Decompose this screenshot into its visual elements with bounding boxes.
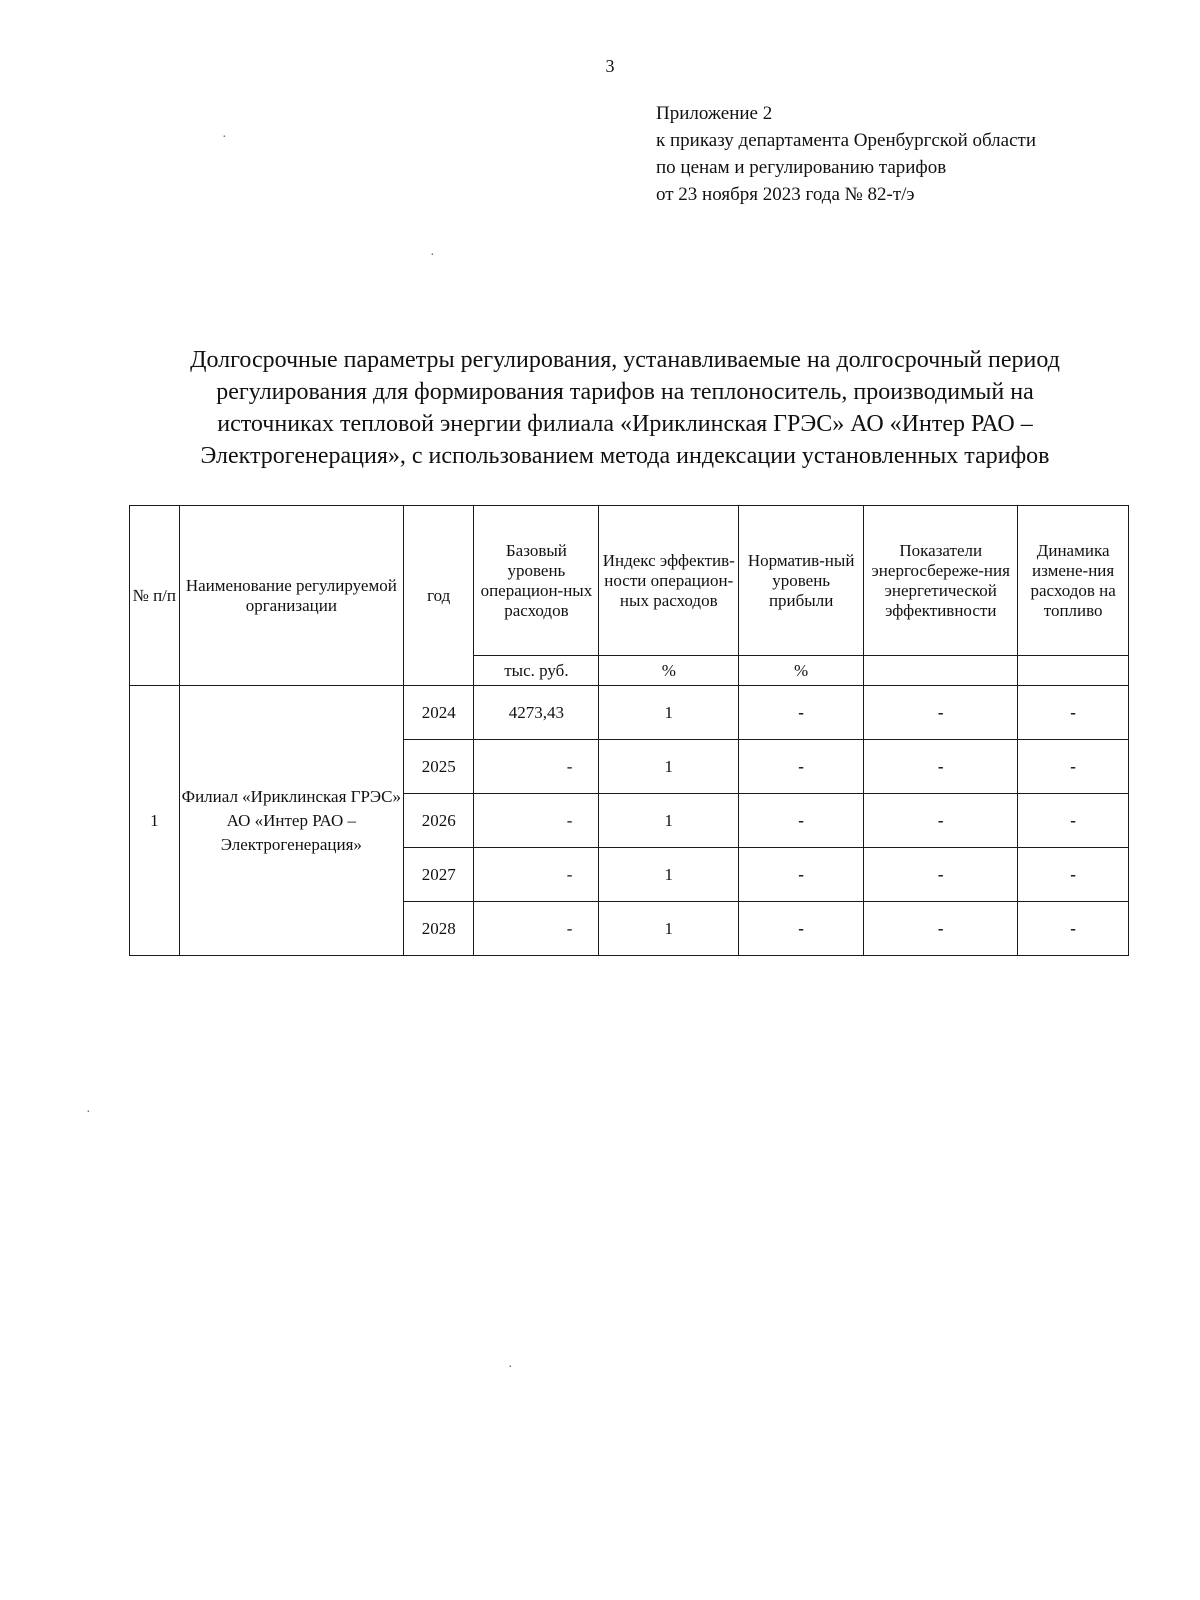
scan-speck: · bbox=[222, 130, 227, 145]
cell-year: 2026 bbox=[404, 794, 474, 848]
cell-profit-level: - bbox=[739, 848, 864, 902]
scan-speck: · bbox=[86, 1105, 91, 1120]
cell-profit-level: - bbox=[739, 686, 864, 740]
cell-fuel-dynamics: - bbox=[1018, 902, 1129, 956]
header-fuel-dynamics: Динамика измене-ния расходов на топливо bbox=[1018, 506, 1129, 656]
document-title bbox=[120, 344, 1130, 472]
appendix-line: Приложение 2 bbox=[656, 103, 773, 124]
title-line: Долгосрочные параметры регулирования, устанавливаемые на долгосрочный период bbox=[190, 347, 1060, 373]
cell-fuel-dynamics: - bbox=[1018, 740, 1129, 794]
cell-year: 2027 bbox=[404, 848, 474, 902]
title-line: Электрогенерация», с использованием метода индексации установленных тарифов bbox=[200, 443, 1050, 469]
cell-fuel-dynamics: - bbox=[1018, 686, 1129, 740]
cell-base-cost: - bbox=[474, 794, 599, 848]
cell-year: 2024 bbox=[404, 686, 474, 740]
header-org: Наименование регулируемой организации bbox=[179, 506, 403, 686]
cell-energy-saving: - bbox=[864, 794, 1018, 848]
header-profit-level: Норматив-ный уровень прибыли bbox=[739, 506, 864, 656]
appendix-line: по ценам и регулированию тарифов bbox=[656, 157, 947, 178]
cell-fuel-dynamics: - bbox=[1018, 794, 1129, 848]
table-row bbox=[130, 686, 1129, 740]
unit-fuel-dynamics bbox=[1018, 656, 1129, 686]
scan-speck: · bbox=[430, 248, 435, 263]
appendix-line: к приказу департамента Оренбургской области bbox=[656, 130, 1036, 151]
cell-profit-level: - bbox=[739, 902, 864, 956]
header-base-cost: Базовый уровень операцион-ных расходов bbox=[474, 506, 599, 656]
cell-profit-level: - bbox=[739, 740, 864, 794]
unit-base-cost: тыс. руб. bbox=[474, 656, 599, 686]
cell-base-cost: - bbox=[474, 848, 599, 902]
organization-name: Филиал «Ириклинская ГРЭС» АО «Интер РАО – Электрогенерация» bbox=[179, 686, 403, 956]
title-line: регулирования для формирования тарифов на теплоноситель, производимый на bbox=[216, 379, 1034, 405]
cell-energy-saving: - bbox=[864, 902, 1018, 956]
unit-efficiency-index: % bbox=[599, 656, 739, 686]
cell-energy-saving: - bbox=[864, 686, 1018, 740]
cell-fuel-dynamics: - bbox=[1018, 848, 1129, 902]
parameters-table bbox=[129, 505, 1129, 956]
cell-efficiency-index: 1 bbox=[599, 794, 739, 848]
cell-profit-level: - bbox=[739, 794, 864, 848]
cell-energy-saving: - bbox=[864, 740, 1018, 794]
header-num: № п/п bbox=[130, 506, 180, 686]
cell-efficiency-index: 1 bbox=[599, 848, 739, 902]
cell-base-cost: - bbox=[474, 902, 599, 956]
header-year: год bbox=[404, 506, 474, 686]
cell-energy-saving: - bbox=[864, 848, 1018, 902]
title-line: источниках тепловой энергии филиала «Ириклинская ГРЭС» АО «Интер РАО – bbox=[217, 411, 1033, 437]
page-number: 3 bbox=[605, 56, 615, 76]
header-efficiency-index: Индекс эффектив-ности операцион-ных расходов bbox=[599, 506, 739, 656]
appendix-block bbox=[656, 100, 1036, 208]
unit-energy-saving bbox=[864, 656, 1018, 686]
cell-base-cost: 4273,43 bbox=[474, 686, 599, 740]
cell-efficiency-index: 1 bbox=[599, 740, 739, 794]
cell-efficiency-index: 1 bbox=[599, 902, 739, 956]
header-energy-saving: Показатели энергосбереже-ния энергетической эффективности bbox=[864, 506, 1018, 656]
cell-year: 2028 bbox=[404, 902, 474, 956]
cell-base-cost: - bbox=[474, 740, 599, 794]
unit-profit-level: % bbox=[739, 656, 864, 686]
cell-year: 2025 bbox=[404, 740, 474, 794]
appendix-line: от 23 ноября 2023 года № 82-т/э bbox=[656, 184, 915, 205]
cell-efficiency-index: 1 bbox=[599, 686, 739, 740]
row-number: 1 bbox=[130, 686, 180, 956]
scan-speck: · bbox=[508, 1360, 513, 1375]
